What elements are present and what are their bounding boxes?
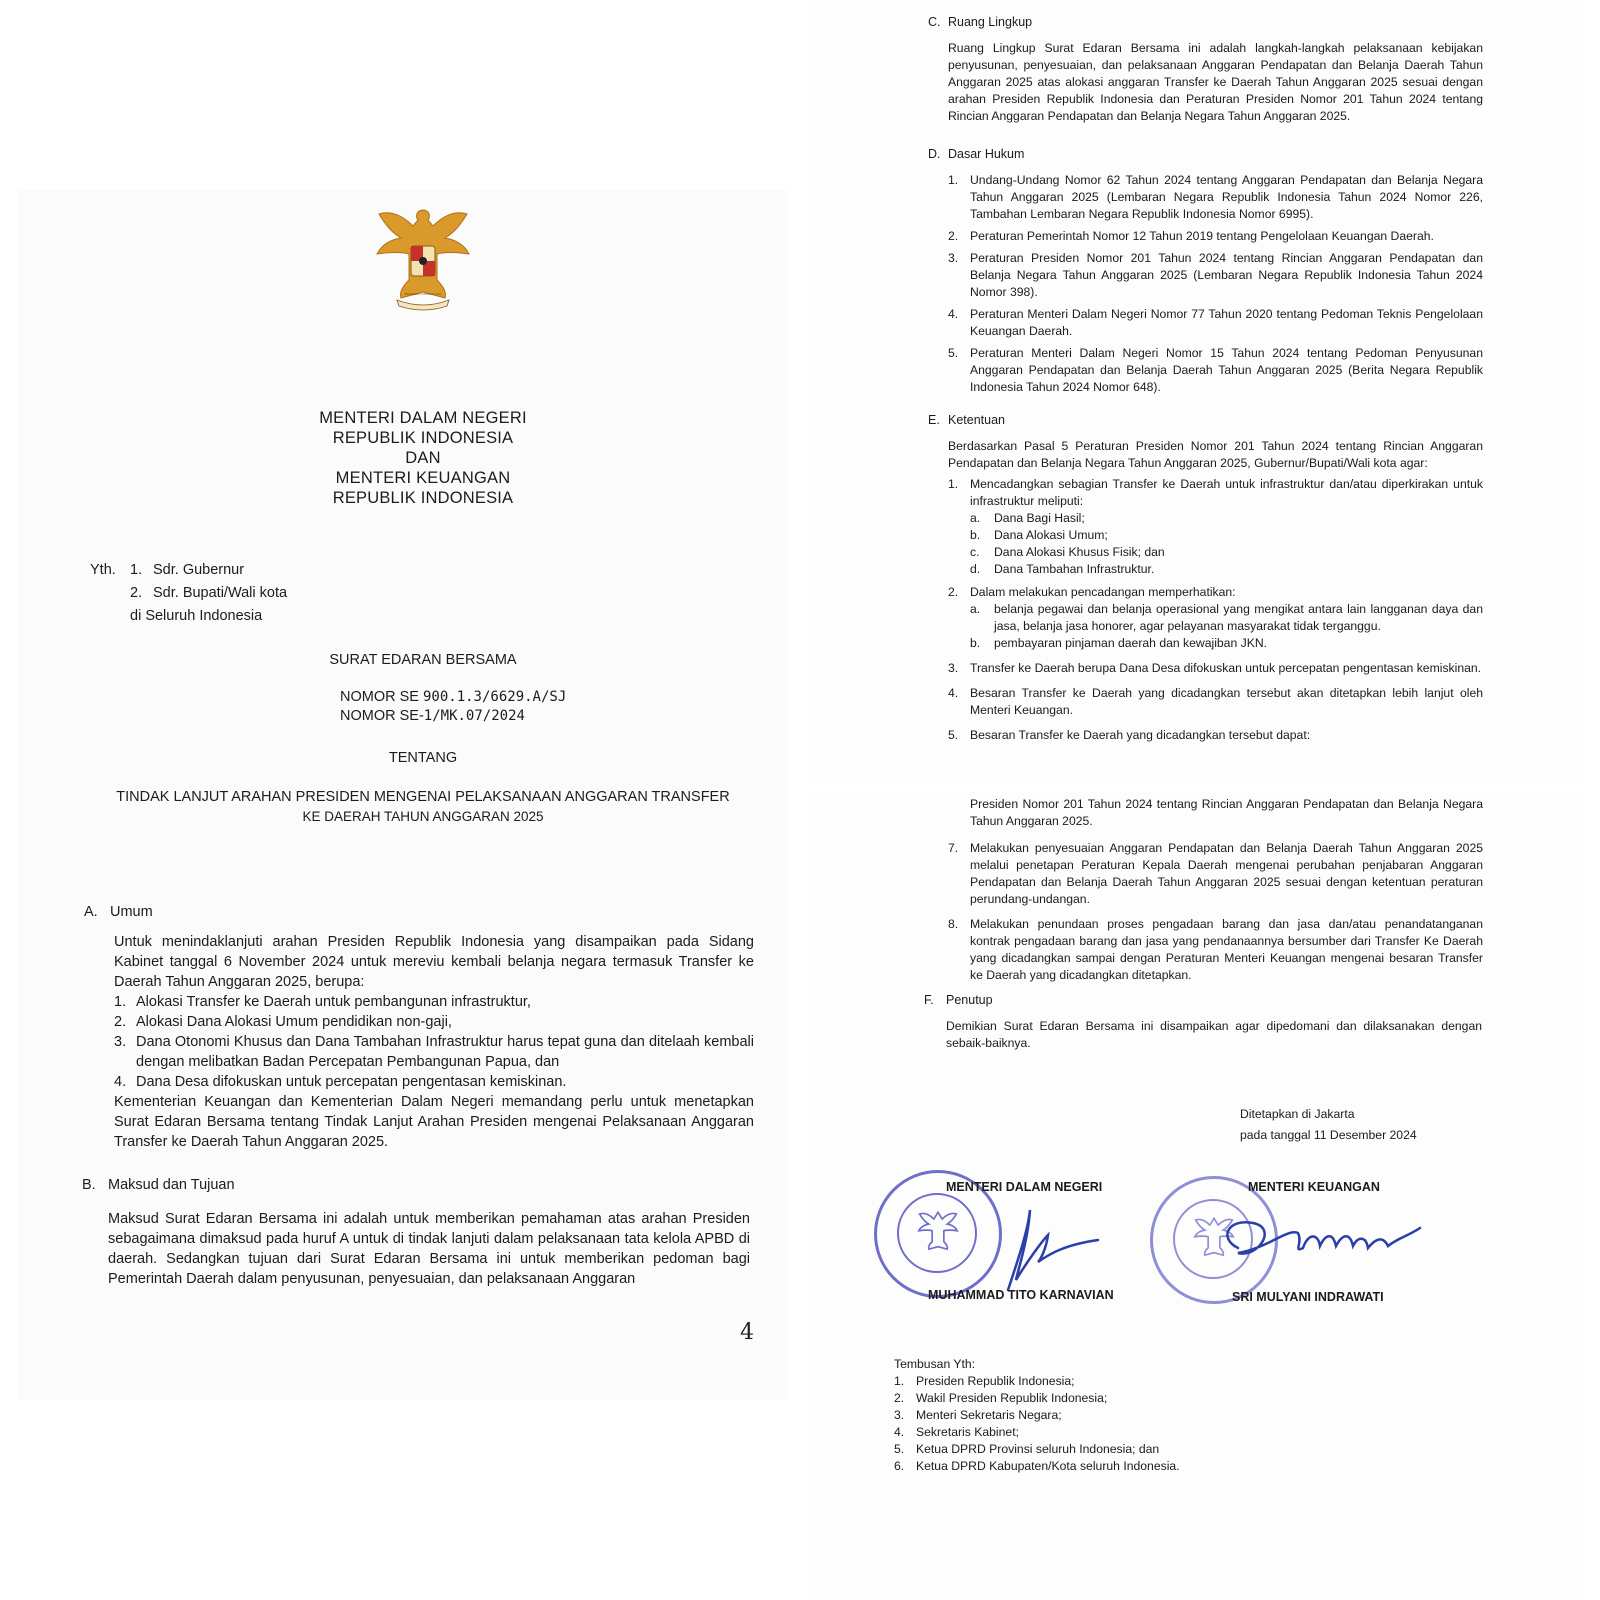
section-letter: E. <box>928 413 940 427</box>
section-letter: C. <box>928 15 941 29</box>
title-line: TINDAK LANJUT ARAHAN PRESIDEN MENGENAI PELAKSANAAN ANGGARAN TRANSFER <box>116 789 730 805</box>
item-text: Peraturan Pemerintah Nomor 12 Tahun 2019 tentang Pengelolaan Keuangan Daerah. <box>970 229 1434 243</box>
item-text: Alokasi Transfer ke Daerah untuk pembangunan infrastruktur, <box>136 994 531 1010</box>
sub-item <box>970 601 1483 635</box>
sub-item <box>970 527 1483 544</box>
place: Ditetapkan di Jakarta <box>1240 1107 1355 1121</box>
list-item <box>114 992 754 1012</box>
sub-text: Dana Alokasi Khusus Fisik; dan <box>994 545 1165 559</box>
item-num: 5. <box>948 346 959 360</box>
section-f <box>924 992 1484 1052</box>
item-text: Menteri Sekretaris Negara; <box>916 1408 1062 1422</box>
section-d <box>928 146 1488 401</box>
item-num: 4. <box>948 686 959 700</box>
item-text: Besaran Transfer ke Daerah yang dicadangkan tersebut akan ditetapkan lebih lanjut oleh Menteri Keuangan. <box>970 686 1483 717</box>
sub-num: a. <box>970 511 981 525</box>
signature-1-icon <box>988 1200 1108 1300</box>
stamp-garuda-icon <box>915 1209 961 1255</box>
item-num: 3. <box>114 1034 127 1050</box>
item-text: Peraturan Menteri Dalam Negeri Nomor 15 Tahun 2024 tentang Pedoman Penyusunan Anggaran Pendapatan dan Belanja Daerah Tahun Anggaran 2025 (Berita Negara Republik Indonesia Tahun 2024 Nomor 648). <box>970 346 1483 394</box>
item-text: Ketua DPRD Provinsi seluruh Indonesia; dan <box>916 1442 1160 1456</box>
section-letter: A. <box>84 904 98 920</box>
item-num: 1. <box>894 1374 905 1388</box>
section-title: Ketentuan <box>948 413 1005 427</box>
item-num: 2. <box>894 1391 905 1405</box>
list-item <box>948 840 1483 908</box>
item-num: 1. <box>114 994 127 1010</box>
item-num: 2. <box>114 1014 127 1030</box>
sub-text: Dana Tambahan Infrastruktur. <box>994 562 1155 576</box>
date-value: 11 Desember 2024 <box>1313 1128 1417 1142</box>
signer-1-name: MUHAMMAD TITO KARNAVIAN <box>928 1288 1114 1302</box>
item-text: Undang-Undang Nomor 62 Tahun 2024 tentang Anggaran Pendapatan dan Belanja Negara Tahun Anggaran 2025 (Lembaran Negara Republik Indonesia Tahun 2024 Nomor 226, Tambahan Lembaran Negara Republik Indonesia Nomor 6995). <box>970 173 1483 221</box>
sub-num: b. <box>970 528 981 542</box>
signer-2-title: MENTERI KEUANGAN <box>1248 1180 1380 1194</box>
list-item <box>948 685 1483 719</box>
signature-2-icon <box>1208 1208 1448 1278</box>
item-num: 5. <box>948 728 959 742</box>
section-letter: F. <box>924 993 934 1007</box>
item-text: Peraturan Menteri Dalam Negeri Nomor 77 Tahun 2020 tentang Pedoman Teknis Pengelolaan Keuangan Daerah. <box>970 307 1483 338</box>
list-item <box>114 1072 754 1092</box>
item-text: Besaran Transfer ke Daerah yang dicadangkan tersebut dapat: <box>970 728 1311 742</box>
place-date <box>1240 1106 1480 1144</box>
tembusan-item <box>894 1458 1294 1475</box>
title-line: KE DAERAH TAHUN ANGGARAN 2025 <box>302 809 544 824</box>
item-num: 6. <box>894 1459 905 1473</box>
addressees <box>90 560 390 629</box>
list-item <box>948 228 1483 245</box>
sub-item <box>970 510 1483 527</box>
date-label: pada tanggal <box>1240 1128 1311 1142</box>
item-text: Sekretaris Kabinet; <box>916 1425 1019 1439</box>
sub-text: pembayaran pinjaman daerah dan kewajiban JKN. <box>994 636 1268 650</box>
section-letter: B. <box>82 1177 96 1193</box>
nomor-1-value: 900.1.3/6629.A/SJ <box>422 689 567 705</box>
item-6-continued: Presiden Nomor 201 Tahun 2024 tentang Rincian Anggaran Pendapatan dan Belanja Negara Tahun Anggaran 2025. <box>970 797 1483 828</box>
tembusan-block <box>894 1356 1294 1475</box>
signer-1-title: MENTERI DALAM NEGERI <box>946 1180 1103 1194</box>
section-b <box>82 1175 782 1289</box>
page-seam <box>808 784 1583 792</box>
sub-num: d. <box>970 562 981 576</box>
sub-num: c. <box>970 545 980 559</box>
item-text: Melakukan penundaan proses pengadaan barang dan jasa dan/atau penandatanganan kontrak pengadaan barang dan jasa yang pendanaannya bersumber dari Transfer Ke Daerah yang dicadangkan sampai dengan Peraturan Menteri Keuangan mengenai besaran Transfer ke Daerah yang dicadangkan ditetapkan. <box>970 917 1483 982</box>
list-item <box>948 727 1483 744</box>
item-num: 1. <box>948 173 959 187</box>
section-e <box>928 412 1488 744</box>
recipient-text: Sdr. Bupati/Wali kota <box>153 585 288 601</box>
nomor-2-label: NOMOR SE- <box>340 708 424 724</box>
list-item <box>948 916 1483 984</box>
section-f-text: Demikian Surat Edaran Bersama ini disampaikan agar dipedomani dan dilaksanakan dengan sebaik-baiknya. <box>946 1019 1482 1050</box>
section-title: Dasar Hukum <box>948 147 1025 161</box>
recipient-num: 1. <box>130 562 143 578</box>
nomor-1-label: NOMOR SE <box>340 689 419 705</box>
header-line: REPUBLIK INDONESIA <box>332 429 514 447</box>
sub-item <box>970 635 1483 652</box>
item-num: 2. <box>948 585 959 599</box>
list-item <box>114 1012 754 1032</box>
header-line: MENTERI KEUANGAN <box>335 469 511 487</box>
item-text: Peraturan Presiden Nomor 201 Tahun 2024 tentang Rincian Anggaran Pendapatan dan Belanja Negara Tahun Anggaran 2025 (Lembaran Negara Republik Indonesia Tahun 2024 Nomor 398). <box>970 251 1483 299</box>
header-line: MENTERI DALAM NEGERI <box>319 409 527 427</box>
signer-2-name: SRI MULYANI INDRAWATI <box>1232 1290 1384 1304</box>
sub-num: a. <box>970 602 981 616</box>
section-title: Ruang Lingkup <box>948 15 1033 29</box>
item-num: 3. <box>948 251 959 265</box>
list-item <box>948 660 1483 677</box>
item-text: Wakil Presiden Republik Indonesia; <box>916 1391 1108 1405</box>
list-item <box>948 345 1483 396</box>
item-text: Dalam melakukan pencadangan memperhatikan: <box>970 585 1236 599</box>
item-num: 2. <box>948 229 959 243</box>
item-text: Alokasi Dana Alokasi Umum pendidikan non-gaji, <box>136 1014 452 1030</box>
sub-text: Dana Bagi Hasil; <box>994 511 1085 525</box>
section-a-closing: Kementerian Keuangan dan Kementerian Dalam Negeri memandang perlu untuk menetapkan Surat Edaran Bersama tentang Tindak Lanjut Arahan Presiden mengenai Pelaksanaan Anggaran Transfer ke Daerah Tahun Anggaran 2025. <box>114 1094 754 1150</box>
item-num: 4. <box>894 1425 905 1439</box>
item-text: Melakukan penyesuaian Anggaran Pendapatan dan Belanja Daerah Tahun Anggaran 2025 melalui penetapan Peraturan Kepala Daerah mengenai perubahan penjabaran Anggaran Pendapatan dan Belanja Daerah Tahun Anggaran 2025 sesuai dengan ketentuan peraturan perundang-undangan. <box>970 841 1483 906</box>
letter-header <box>248 408 598 508</box>
item-num: 3. <box>948 661 959 675</box>
section-e-intro: Berdasarkan Pasal 5 Peraturan Presiden Nomor 201 Tahun 2024 tentang Rincian Anggaran Pendapatan dan Belanja Negara Tahun Anggaran 2025, Gubernur/Bupati/Wali kota agar: <box>948 439 1483 470</box>
tembusan-label: Tembusan Yth: <box>894 1357 976 1371</box>
item-text: Transfer ke Daerah berupa Dana Desa difokuskan untuk percepatan pengentasan kemiskinan. <box>970 661 1482 675</box>
section-a-intro: Untuk menindaklanjuti arahan Presiden Republik Indonesia yang disampaikan pada Sidang Kabinet tanggal 6 November 2024 untuk mereviu kembali belanja negara termasuk Transfer ke Daerah Tahun Anggaran 2025, berupa: <box>114 934 754 990</box>
letter-title <box>78 788 768 826</box>
tembusan-item <box>894 1424 1294 1441</box>
tembusan-item <box>894 1373 1294 1390</box>
section-letter: D. <box>928 147 941 161</box>
recipient-text: Sdr. Gubernur <box>153 562 245 578</box>
sub-num: b. <box>970 636 981 650</box>
section-title: Maksud dan Tujuan <box>108 1177 235 1193</box>
section-a <box>84 902 784 1152</box>
section-b-text: Maksud Surat Edaran Bersama ini adalah untuk memberikan pemahaman atas arahan Presiden sebagaimana dimaksud pada huruf A untuk di tindak lanjuti dalam pelaksanaan tata kelola APBD di daerah. Sedangkan tujuan dari Surat Edaran Bersama ini untuk memberikan pedoman bagi Pemerintah Daerah dalam penyusunan, penyesuaian, dan pelaksanaan Anggaran <box>108 1211 750 1287</box>
yth-label: Yth. <box>90 562 116 578</box>
item-text: Presiden Republik Indonesia; <box>916 1374 1075 1388</box>
sub-item <box>970 561 1483 578</box>
item-text: Mencadangkan sebagian Transfer ke Daerah untuk infrastruktur dan/atau diperkirakan untuk infrastruktur meliputi: <box>970 477 1483 508</box>
section-e-continued <box>948 796 1488 984</box>
paraf-mark: 4 <box>740 1320 754 1345</box>
tentang-label: TENTANG <box>388 750 458 766</box>
item-num: 8. <box>948 917 959 931</box>
item-num: 3. <box>894 1408 905 1422</box>
nomor-2-value: 1/MK.07/2024 <box>423 708 525 724</box>
right-page <box>808 0 1583 1600</box>
recipients-location: di Seluruh Indonesia <box>130 608 263 624</box>
section-title: Penutup <box>946 993 993 1007</box>
recipient-num: 2. <box>130 585 143 601</box>
tembusan-item <box>894 1407 1294 1424</box>
list-item <box>948 172 1483 223</box>
item-num: 4. <box>948 307 959 321</box>
header-line: DAN <box>405 449 441 467</box>
item-num: 5. <box>894 1442 905 1456</box>
item-text: Ketua DPRD Kabupaten/Kota seluruh Indonesia. <box>916 1459 1180 1473</box>
list-item <box>948 306 1483 340</box>
list-item <box>948 476 1483 510</box>
doc-type: SURAT EDARAN BERSAMA <box>329 652 517 668</box>
section-c-text: Ruang Lingkup Surat Edaran Bersama ini adalah langkah-langkah pelaksanaan kebijakan penyusunan, penyesuaian, dan pelaksanaan Anggaran Pendapatan dan Belanja Daerah Tahun Anggaran 2025 atas alokasi anggaran Transfer ke Daerah Tahun Anggaran 2025 sesuai dengan arahan Presiden Republik Indonesia dan Peraturan Presiden Nomor 201 Tahun 2024 tentang Rincian Anggaran Pendapatan dan Belanja Negara Tahun Anggaran 2025. <box>948 41 1483 123</box>
list-item <box>948 584 1483 601</box>
list-item <box>114 1032 754 1072</box>
item-text: Dana Desa difokuskan untuk percepatan pengentasan kemiskinan. <box>136 1074 567 1090</box>
sub-text: belanja pegawai dan belanja operasional yang mengikat antara lain langganan daya dan jasa, belanja jasa honorer, agar pelayanan masyarakat tidak terganggu. <box>994 602 1483 633</box>
header-line: REPUBLIK INDONESIA <box>332 489 514 507</box>
nomor-block <box>340 688 640 726</box>
sub-text: Dana Alokasi Umum; <box>994 528 1108 542</box>
item-num: 7. <box>948 841 959 855</box>
item-num: 4. <box>114 1074 127 1090</box>
tembusan-item <box>894 1390 1294 1407</box>
item-text: Dana Otonomi Khusus dan Dana Tambahan Infrastruktur harus tepat guna dan ditelaah kembali dengan melibatkan Badan Percepatan Pembangunan Papua, dan <box>136 1034 754 1070</box>
emblem-motto: BHINNEKA TUNGGAL IKA <box>404 292 441 296</box>
list-item <box>948 250 1483 301</box>
sub-item <box>970 544 1483 561</box>
section-c <box>928 14 1488 125</box>
item-num: 1. <box>948 477 959 491</box>
section-title: Umum <box>110 904 153 920</box>
tembusan-item <box>894 1441 1294 1458</box>
left-page <box>18 190 788 1400</box>
